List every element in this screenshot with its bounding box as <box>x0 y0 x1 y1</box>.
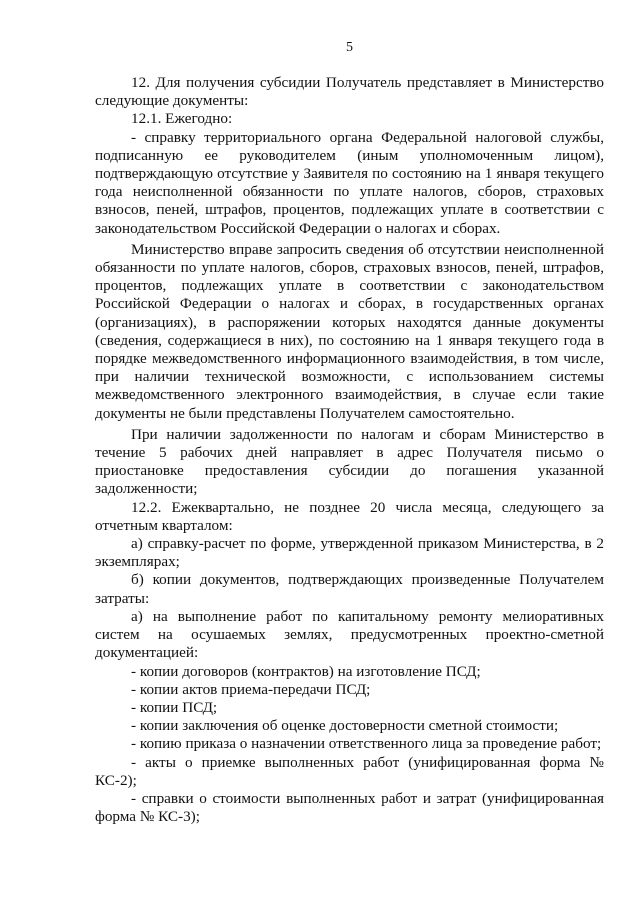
list-item: - копии договоров (контрактов) на изготовление ПСД; <box>131 662 481 680</box>
paragraph-12-2: 12.2. Ежеквартально, не позднее 20 числа месяца, следующего за отчетным кварталом: <box>95 498 604 534</box>
paragraph-tax-certificate: - справку территориального органа Федеральной налоговой службы, подписанную ее руководителем (иным уполномоченным лицом), подтверждающую отсутствие у Заявителя по состоянию на 1 января текущего года неисполненной обязанности по уплате налогов, сборов, страховых взносов, пеней, штрафов, процентов, подлежащих уплате в соответствии с законодательством Российской Федерации о налогах и сборах. <box>95 128 604 237</box>
paragraph-12-1: 12.1. Ежегодно: <box>131 110 233 128</box>
paragraph-item-b: б) копии документов, подтверждающих произведенные Получателем затраты: <box>95 571 604 607</box>
paragraph-subitem-a: а) на выполнение работ по капитальному ремонту мелиоративных систем на осушаемых землях, предусмотренных проектно-сметной документацией: <box>95 607 604 662</box>
document-body <box>95 74 604 826</box>
list-item: - копию приказа о назначении ответственного лица за проведение работ; <box>131 735 602 753</box>
list-item: - копии заключения об оценке достоверности сметной стоимости; <box>131 717 559 735</box>
list-item: - справки о стоимости выполненных работ и затрат (унифицированная форма № КС-3); <box>95 789 604 826</box>
list-item: - акты о приемке выполненных работ (унифицированная форма № КС-2); <box>95 753 604 789</box>
paragraph-ministry-request: Министерство вправе запросить сведения об отсутствии неисполненной обязанности по уплате налогов, сборов, страховых взносов, пеней, штрафов, процентов, подлежащих уплате в соответствии с законодательством Российской Федерации о налогах и сборах, в государственных органах (организациях), в распоряжении которых находятся данные документы (сведения, содержащиеся в них), по состоянию на 1 января текущего года в порядке межведомственного информационного взаимодействия, в том числе, при наличии технической возможности, с использованием системы межведомственного электронного взаимодействия, в случае если такие документы не были представлены Получателем самостоятельно. <box>95 240 604 422</box>
paragraph-12: 12. Для получения субсидии Получатель представляет в Министерство следующие документы: <box>95 74 604 110</box>
paragraph-item-a: а) справку-расчет по форме, утвержденной приказом Министерства, в 2 экземплярах; <box>95 535 604 571</box>
paragraph-debt-notice: При наличии задолженности по налогам и сборам Министерство в течение 5 рабочих дней направляет в адрес Получателя письмо о приостановке предоставления субсидии до погашения указанной задолженности; <box>95 425 604 498</box>
list-item: - копии ПСД; <box>131 698 218 716</box>
list-item: - копии актов приема-передачи ПСД; <box>131 680 371 698</box>
page-number: 5 <box>346 40 353 55</box>
